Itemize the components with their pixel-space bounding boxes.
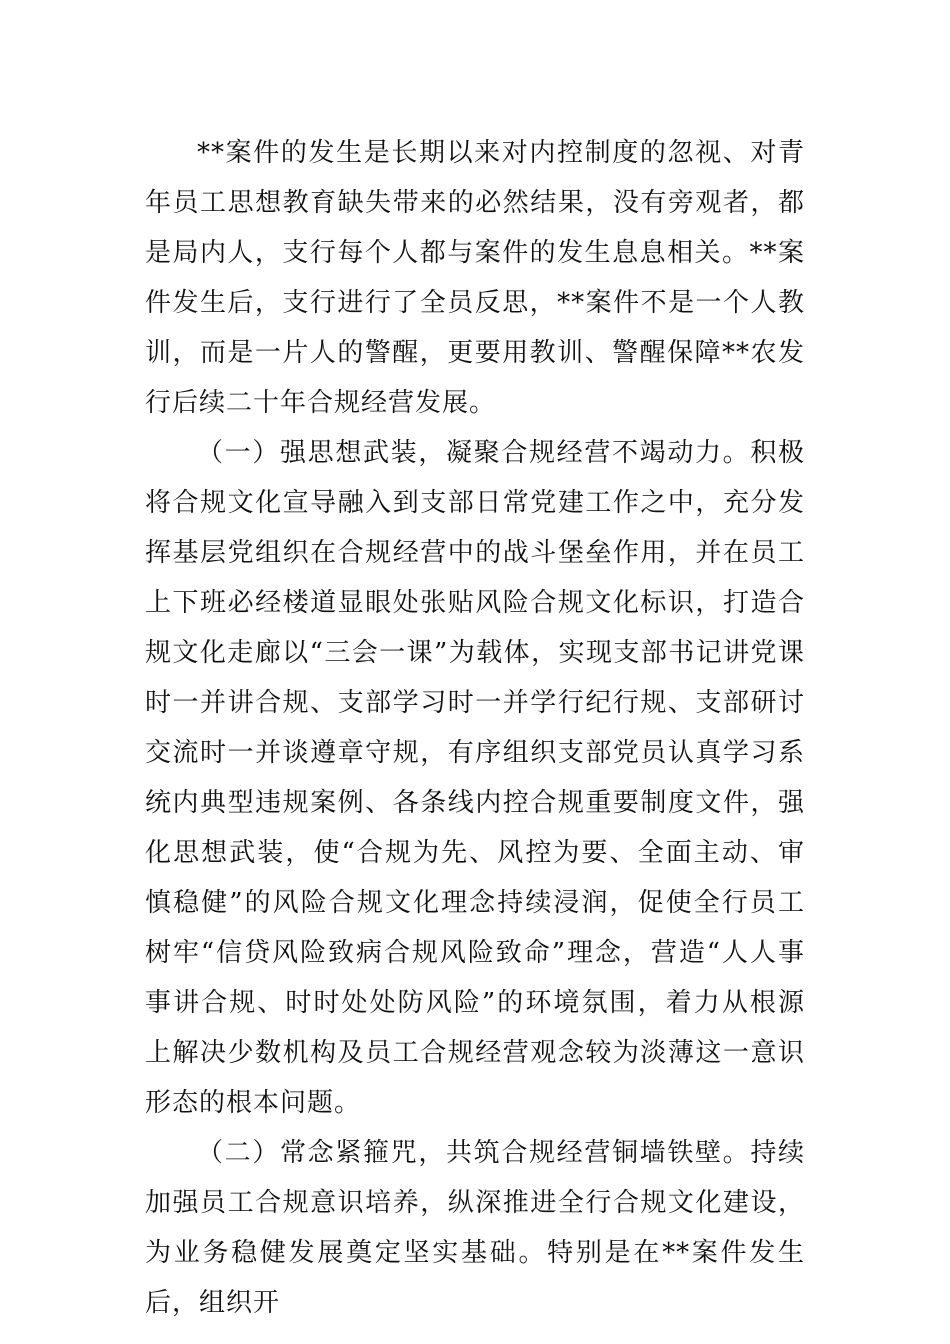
paragraph-case-reflection: **案件的发生是长期以来对内控制度的忽视、对青年员工思想教育缺失带来的必然结果，没有旁观者，都是局内人，支行每个人都与案件的发生息息相关。**案件发生后，支行进行了全员反思，**案件不是一个人教训，而是一片人的警醒，更要用教训、警醒保障**农发行后续二十年合规经营发展。 — [145, 138, 805, 418]
document-body — [145, 128, 805, 1328]
paragraph-section-two: （二）常念紧箍咒，共筑合规经营铜墙铁壁。持续加强员工合规意识培养，纵深推进全行合规文化建设，为业务稳健发展奠定坚实基础。特别是在**案件发生后，组织开 — [145, 1138, 805, 1318]
paragraph-section-one: （一）强思想武装，凝聚合规经营不竭动力。积极将合规文化宣导融入到支部日常党建工作之中，充分发挥基层党组织在合规经营中的战斗堡垒作用，并在员工上下班必经楼道显眼处张贴风险合规文化标识，打造合规文化走廊以“三会一课”为载体，实现支部书记讲党课时一并讲合规、支部学习时一并学行纪行规、支部研讨交流时一并谈遵章守规，有序组织支部党员认真学习系统内典型违规案例、各条线内控合规重要制度文件，强化思想武装，使“合规为先、风控为要、全面主动、审慎稳健”的风险合规文化理念持续浸润，促使全行员工树牢“信贷风险致病合规风险致命”理念，营造“人人事事讲合规、时时处处防风险”的环境氛围，着力从根源上解决少数机构及员工合规经营观念较为淡薄这一意识形态的根本问题。 — [145, 438, 805, 1118]
